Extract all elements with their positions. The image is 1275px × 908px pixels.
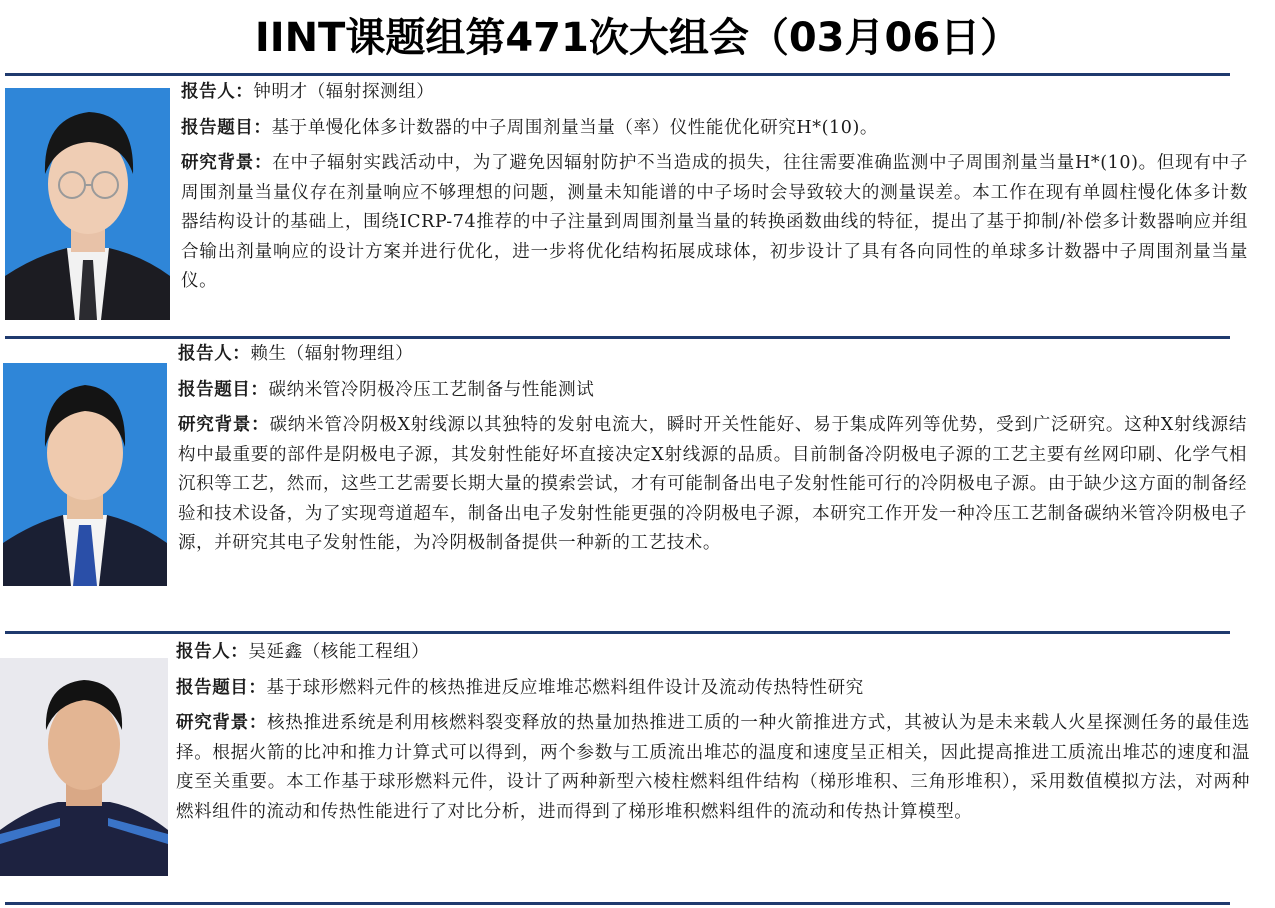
background-label: 研究背景： <box>176 713 268 733</box>
divider <box>5 631 1230 634</box>
background-label: 研究背景： <box>178 415 270 435</box>
divider <box>5 73 1230 76</box>
background-paragraph <box>176 709 1250 827</box>
background-text: 在中子辐射实践活动中，为了避免因辐射防护不当造成的损失，往往需要准确监测中子周围剂量当量H*(10)。但现有中子周围剂量当量仪存在剂量响应不够理想的问题，测量未知能谱的中子场时会导致较大的测量误差。本工作在现有单圆柱慢化体多计数器结构设计的基础上，围绕ICRP-74推荐的中子注量到周围剂量当量的转换函数曲线的特征，提出了基于抑制/补偿多计数器响应并组合输出剂量响应的设计方案并进行优化，进一步将优化结构拓展成球体，初步设计了具有各向同性的单球多计数器中子周围剂量当量仪。 <box>181 153 1249 291</box>
divider <box>5 336 1230 339</box>
page-title: IINT课题组第471次大组会（03月06日） <box>254 15 1021 61</box>
reporter-label: 报告人： <box>176 642 249 662</box>
portrait-photo <box>3 363 167 586</box>
portrait-photo <box>5 88 170 320</box>
reporter-name: 吴延鑫（核能工程组） <box>248 642 430 662</box>
background-label: 研究背景： <box>181 153 273 173</box>
topic-line <box>178 376 1247 406</box>
reporter-line <box>181 78 1248 108</box>
topic-line <box>181 114 1248 144</box>
topic-text: 碳纳米管冷阴极冷压工艺制备与性能测试 <box>268 379 595 400</box>
topic-text: 基于单慢化体多计数器的中子周围剂量当量（率）仪性能优化研究H*(10)。 <box>271 117 879 138</box>
reporter-line <box>178 340 1247 370</box>
report-block <box>181 78 1248 297</box>
divider <box>5 902 1230 905</box>
reporter-line <box>176 638 1250 668</box>
reporter-label: 报告人： <box>178 344 251 364</box>
topic-label: 报告题目： <box>178 379 269 400</box>
portrait-photo <box>0 658 168 876</box>
background-paragraph <box>181 149 1248 297</box>
report-block <box>178 340 1247 559</box>
background-text: 核热推进系统是利用核燃料裂变释放的热量加热推进工质的一种火箭推进方式，其被认为是未来载人火星探测任务的最佳选择。根据火箭的比冲和推力计算式可以得到，两个参数与工质流出堆芯的温度和速度呈正相关，因此提高推进工质流出堆芯的速度和温度至关重要。本工作基于球形燃料元件，设计了两种新型六棱柱燃料组件结构（梯形堆积、三角形堆积），采用数值模拟方法，对两种燃料组件的流动和传热性能进行了对比分析，进而得到了梯形堆积燃料组件的流动和传热计算模型。 <box>176 713 1250 822</box>
report-block <box>176 638 1250 827</box>
reporter-name: 钟明才（辐射探测组） <box>253 82 435 102</box>
background-paragraph <box>178 411 1247 559</box>
reporter-label: 报告人： <box>181 82 254 102</box>
background-text: 碳纳米管冷阴极X射线源以其独特的发射电流大，瞬时开关性能好、易于集成阵列等优势，受到广泛研究。这种X射线源结构中最重要的部件是阴极电子源，其发射性能好坏直接决定X射线源的品质。目前制备冷阴极电子源的工艺主要有丝网印刷、化学气相沉积等工艺，然而，这些工艺需要长期大量的摸索尝试，才有可能制备出电子发射性能可行的冷阴极电子源。由于缺少这方面的制备经验和技术设备，为了实现弯道超车，制备出电子发射性能更强的冷阴极电子源，本研究工作开发一种冷压工艺制备碳纳米管冷阴极电子源，并研究其电子发射性能，为冷阴极制备提供一种新的工艺技术。 <box>178 415 1248 553</box>
topic-line <box>176 674 1250 704</box>
topic-label: 报告题目： <box>176 677 267 698</box>
topic-label: 报告题目： <box>181 117 272 138</box>
topic-text: 基于球形燃料元件的核热推进反应堆堆芯燃料组件设计及流动传热特性研究 <box>266 677 864 698</box>
reporter-name: 赖生（辐射物理组） <box>250 344 414 364</box>
